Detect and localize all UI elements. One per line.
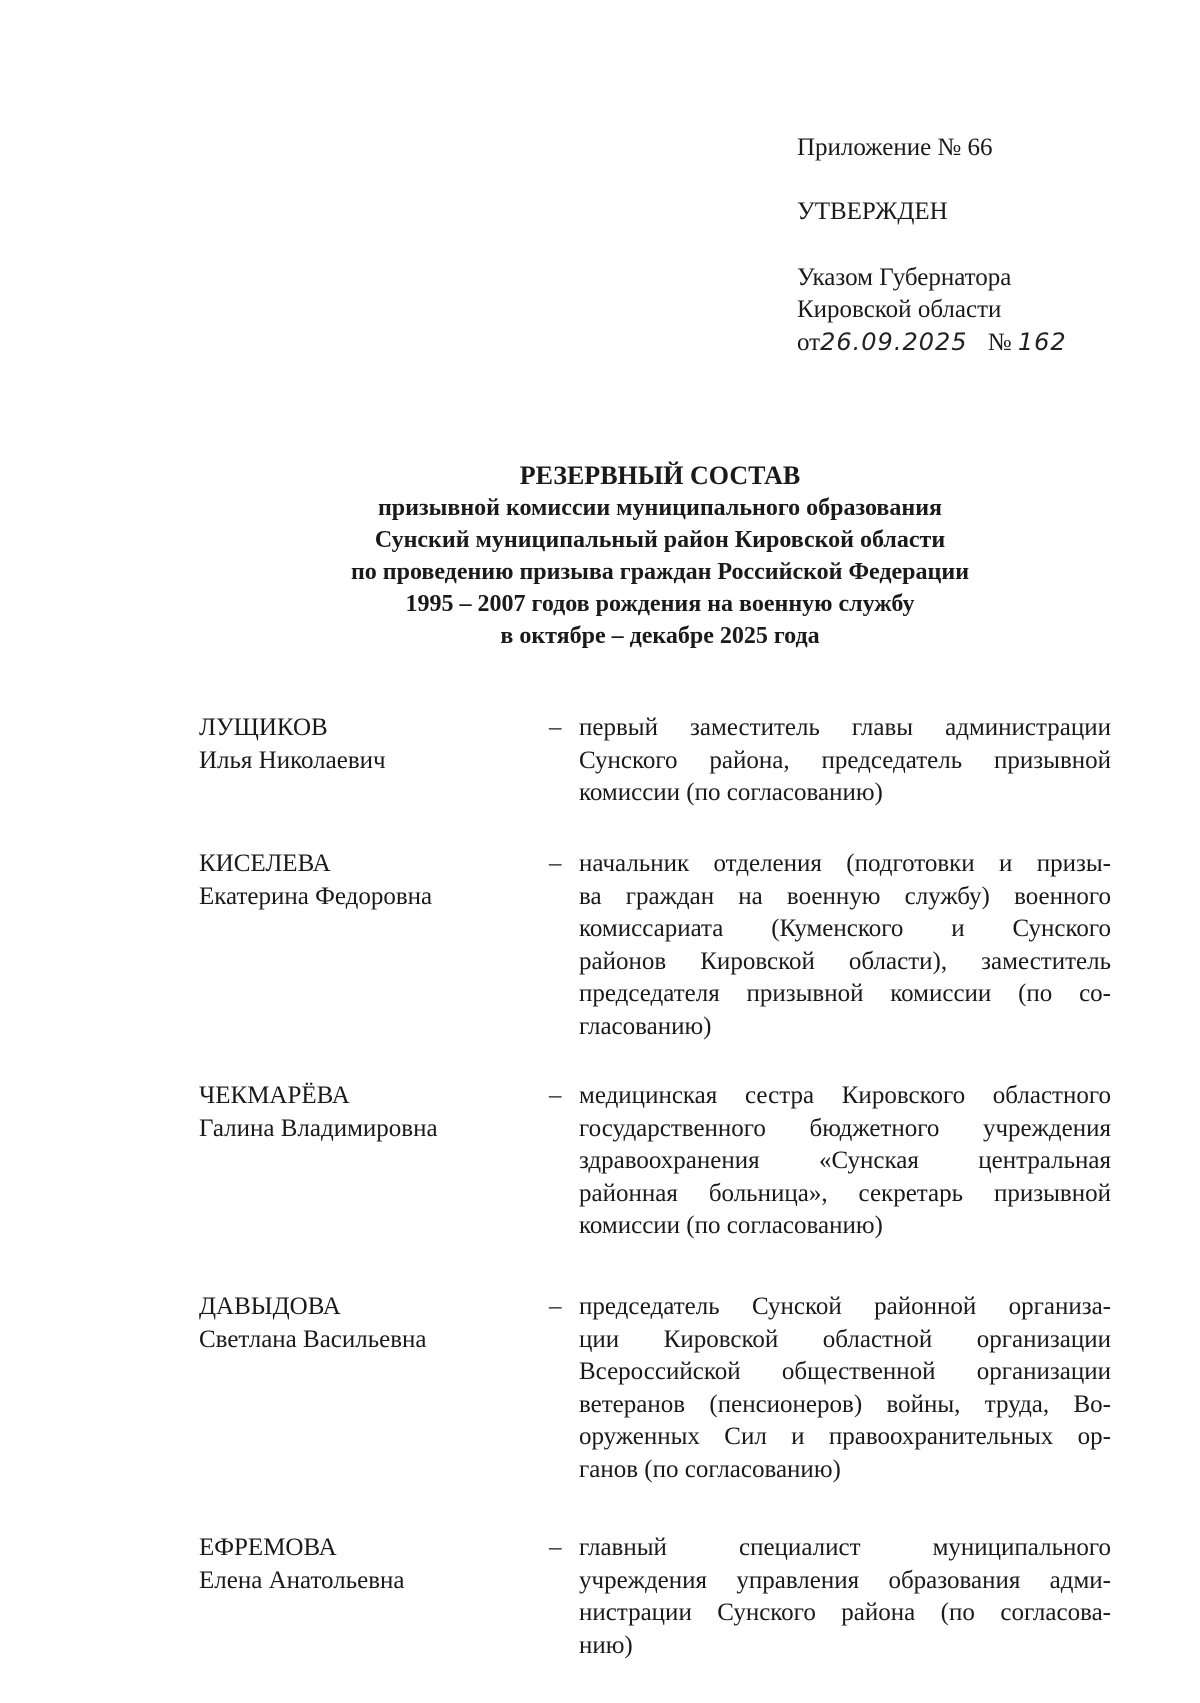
role-line: нию) [579,1631,633,1659]
role-line: учреждения управления образования адми- [579,1566,1111,1594]
member-dash: – [549,850,562,877]
member-surname: ЧЕКМАРЁВА [199,1082,350,1109]
member-dash: – [549,1293,562,1320]
member-dash: – [549,714,562,741]
role-line: районная больница», секретарь призывной [579,1179,1111,1207]
member-name [199,1291,549,1486]
date-prefix: от [797,329,821,356]
member-role [579,712,1111,810]
document-title [200,460,1120,652]
role-line: государственного бюджетного учреждения [579,1114,1111,1142]
member-name [199,712,549,810]
role-line: гласованию) [579,1012,712,1040]
title-line-6: в октябре – декабре 2025 года [500,623,820,649]
number-prefix: № [987,329,1012,356]
member-name [199,1532,549,1662]
role-line: комиссариата (Куменского и Сунского [579,915,1111,942]
member-entry [199,848,1114,1043]
handwritten-number: 162 [1017,328,1067,356]
approval-block [797,132,1067,359]
handwritten-date: 26.09.2025 [820,328,968,356]
member-entry [199,712,1114,810]
member-given-name: Галина Владимировна [199,1114,438,1142]
title-line-3: Сунский муниципальный район Кировской области [374,527,946,553]
member-surname: КИСЕЛЕВА [199,850,331,877]
role-line: ции Кировской областной организации [579,1325,1111,1353]
role-line: оруженных Сил и правоохранительных ор- [579,1423,1111,1450]
role-line: районов Кировской области), заместитель [579,947,1111,975]
member-role [579,1291,1111,1486]
member-name [199,848,549,1043]
member-role [579,1532,1111,1662]
title-main: РЕЗЕРВНЫЙ СОСТАВ [519,461,801,490]
member-entry [199,1080,1114,1243]
role-line: комиссии (по согласованию) [579,1212,883,1239]
role-line: комиссии (по согласованию) [579,779,883,806]
decree-line-1: Указом Губернатора [797,264,1012,291]
title-line-4: по проведению призыва граждан Российской Федерации [350,559,970,585]
member-surname: ДАВЫДОВА [199,1293,341,1320]
member-surname: ЕФРЕМОВА [199,1534,337,1561]
role-line: ва граждан на военную службу) военного [579,882,1111,910]
member-entry [199,1291,1114,1486]
member-dash: – [549,1534,562,1561]
member-role [579,1080,1111,1243]
role-line: председатель Сунской районной организа- [579,1293,1111,1320]
member-surname: ЛУЩИКОВ [199,714,328,741]
role-line: председателя призывной комиссии (по со- [579,980,1111,1007]
role-line: Всероссийской общественной организации [579,1358,1111,1385]
member-given-name: Илья Николаевич [199,746,386,774]
title-line-5: 1995 – 2007 годов рождения на военную службу [405,591,915,617]
member-role [579,848,1111,1043]
member-given-name: Елена Анатольевна [199,1566,405,1594]
member-name [199,1080,549,1243]
role-line: ганов (по согласованию) [579,1455,841,1483]
role-line: здравоохранения «Сунская центральная [579,1147,1111,1174]
decree-line-2: Кировской области [797,296,1002,323]
decree-date-line [797,326,1067,359]
role-line: ветеранов (пенсионеров) войны, труда, Во- [579,1390,1111,1418]
member-entry [199,1532,1114,1662]
member-given-name: Екатерина Федоровна [199,882,433,910]
role-line: главный специалист муниципального [579,1534,1111,1561]
member-given-name: Светлана Васильевна [199,1325,427,1353]
approved-stamp-text: УТВЕРЖДЕН [797,198,948,225]
title-line-2: призывной комиссии муниципального образования [377,495,943,521]
role-line: Сунского района, председатель призывной [579,746,1111,774]
appendix-number: Приложение № 66 [797,134,993,161]
role-line: медицинская сестра Кировского областного [579,1082,1111,1109]
member-dash: – [549,1082,562,1109]
role-line: первый заместитель главы администрации [579,714,1111,741]
role-line: нистрации Сунского района (по согласова- [579,1599,1111,1626]
role-line: начальник отделения (подготовки и призы- [579,850,1111,877]
